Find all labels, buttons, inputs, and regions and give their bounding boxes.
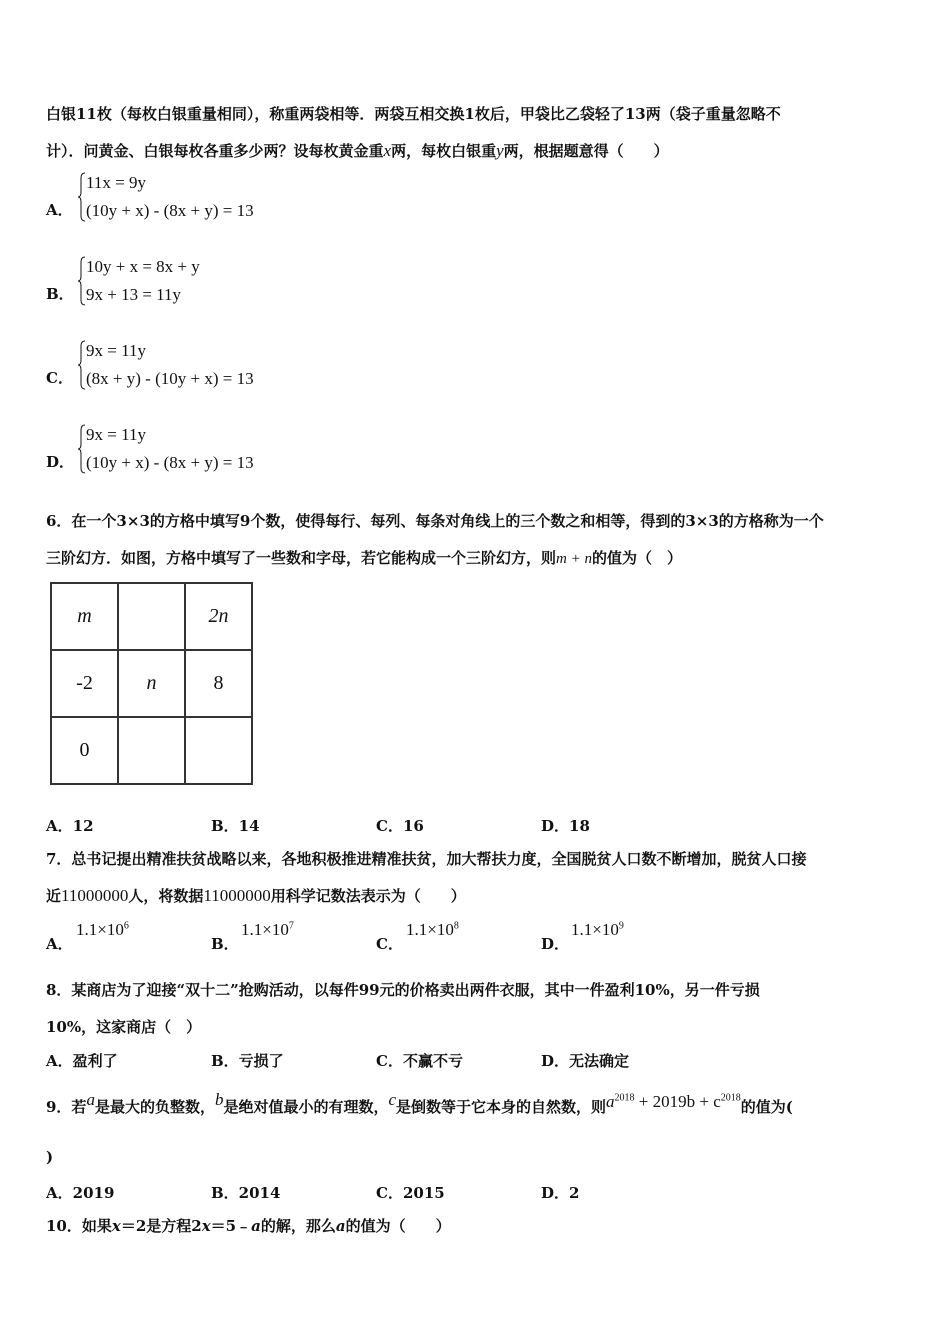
q5-stem-line1: 白银11枚（每枚白银重量相同），称重两袋相等．两袋互相交换1枚后，甲袋比乙袋轻了13两（袋子重量忽略不 <box>46 105 781 123</box>
q7-stem-text-a: 近 <box>46 887 62 905</box>
grid-cell <box>185 717 252 784</box>
q5-option-c-eq2: (8x + y) - (10y + x) = 13 <box>86 369 254 388</box>
magic-square-grid <box>50 582 253 785</box>
var-a: a <box>335 1217 346 1235</box>
q6-option-c[interactable]: C．16 <box>376 817 424 835</box>
q9-exp-2: 2018 <box>720 1092 741 1104</box>
q6-stem-text-a: 三阶幻方．如图，方格中填写了一些数和字母，若它能构成一个三阶幻方，则 <box>46 549 557 567</box>
q5-stem-text-c: 两，根据题意得（ ） <box>503 142 669 160</box>
q7-option-d-base: 1.1×10 <box>571 920 619 939</box>
q7-option-c-value <box>406 920 459 940</box>
q9-option-c[interactable]: C．2015 <box>376 1184 445 1202</box>
q8-option-a[interactable]: A．盈利了 <box>46 1052 118 1070</box>
q8-stem-line2: 10%，这家商店（ ） <box>46 1018 202 1036</box>
q9-text-3: 是倒数等于它本身的自然数，则 <box>396 1098 607 1116</box>
q9-expr-mid: + 2019b + c <box>634 1092 721 1111</box>
q7-option-c-exp: 8 <box>453 920 459 932</box>
q9-close-paren: ) <box>46 1148 54 1166</box>
q9-option-b[interactable]: B．2014 <box>211 1184 281 1202</box>
var-c: c <box>388 1090 397 1109</box>
var-b: b <box>214 1090 224 1109</box>
q9-option-d[interactable]: D．2 <box>541 1184 580 1202</box>
q9-stem-line1 <box>46 1090 793 1117</box>
q5-option-a-label[interactable]: A． <box>46 201 73 219</box>
q5-stem-line2 <box>46 140 669 161</box>
q5-option-b-eq2: 9x + 13 = 11y <box>86 285 182 304</box>
q7-option-b-value <box>241 920 294 940</box>
brace-icon <box>78 256 86 306</box>
q6-stem-text-b: 的值为（ ） <box>591 549 682 567</box>
q10-text-e: 的值为（ ） <box>345 1217 451 1235</box>
q9-text-1: 是最大的负整数， <box>94 1098 215 1116</box>
brace-icon <box>78 172 86 222</box>
q6-expr: m + n <box>556 551 592 567</box>
q5-stem-text-a: 计）．问黄金、白银每枚各重多少两？设每枚黄金重 <box>46 142 384 160</box>
q7-option-c-base: 1.1×10 <box>406 920 454 939</box>
q9-expression <box>606 1092 741 1111</box>
q7-option-a-value <box>76 920 129 940</box>
q7-number: 11000000 <box>203 886 271 905</box>
brace-icon <box>78 340 86 390</box>
var-x: x <box>111 1217 121 1235</box>
q6-option-b[interactable]: B．14 <box>211 817 260 835</box>
grid-cell: 8 <box>185 650 252 717</box>
q5-option-d-eq1: 9x = 11y <box>86 425 146 444</box>
q9-text-2: 是绝对值最小的有理数， <box>223 1098 389 1116</box>
var-y: y <box>496 141 504 160</box>
q10-stem <box>46 1215 451 1236</box>
q10-text-d: 的解，那么 <box>260 1217 336 1235</box>
q7-stem-text-b: 人，将数据 <box>128 887 204 905</box>
var-a: a <box>251 1217 261 1235</box>
grid-cell <box>118 717 185 784</box>
q8-stem-line1: 8．某商店为了迎接“双十二”抢购活动，以每件99元的价格卖出两件衣服，其中一件盈利10%，另一件亏损 <box>46 981 760 999</box>
q7-option-b-exp: 7 <box>288 920 294 932</box>
q9-exp-1: 2018 <box>614 1092 635 1104</box>
grid-cell: 0 <box>51 717 118 784</box>
q8-option-d[interactable]: D．无法确定 <box>541 1052 630 1070</box>
q7-stem-line1: 7．总书记提出精准扶贫战略以来，各地积极推进精准扶贫，加大帮扶力度，全国脱贫人口数不断增加，脱贫人口接 <box>46 850 807 868</box>
q6-stem-line2 <box>46 547 682 568</box>
q5-option-c-label[interactable]: C． <box>46 369 73 387</box>
q5-option-b-eq1: 10y + x = 8x + y <box>86 257 200 276</box>
q10-text-b: ＝2是方程2 <box>120 1217 202 1235</box>
q7-option-a-label[interactable]: A． <box>46 935 73 953</box>
var-a: a <box>86 1090 95 1109</box>
q7-option-a-base: 1.1×10 <box>76 920 124 939</box>
q7-number: 11000000 <box>61 886 129 905</box>
q5-option-a-eq1: 11x = 9y <box>86 173 146 192</box>
q10-text-a: 10．如果 <box>46 1217 112 1235</box>
q9-lead: 9．若 <box>46 1098 87 1116</box>
q9-text-4: 的值为( <box>740 1098 793 1116</box>
q10-text-c: ＝5﹣ <box>210 1217 252 1235</box>
q5-option-d-label[interactable]: D． <box>46 453 75 471</box>
q7-option-c-label[interactable]: C． <box>376 935 403 953</box>
q9-option-a[interactable]: A．2019 <box>46 1184 115 1202</box>
q8-option-b[interactable]: B．亏损了 <box>211 1052 284 1070</box>
q9-expr-a: a <box>606 1092 615 1111</box>
q7-option-b-base: 1.1×10 <box>241 920 289 939</box>
q5-option-a-eq2: (10y + x) - (8x + y) = 13 <box>86 201 254 220</box>
grid-cell: -2 <box>51 650 118 717</box>
q5-option-d-eq2: (10y + x) - (8x + y) = 13 <box>86 453 254 472</box>
q7-option-d-label[interactable]: D． <box>541 935 570 953</box>
grid-cell: n <box>118 650 185 717</box>
var-x: x <box>201 1217 211 1235</box>
q5-option-c-eq1: 9x = 11y <box>86 341 146 360</box>
q7-option-d-value <box>571 920 624 940</box>
var-x: x <box>383 141 392 160</box>
q6-option-d[interactable]: D．18 <box>541 817 590 835</box>
q7-stem-line2 <box>46 885 466 906</box>
q6-stem-line1: 6．在一个3×3的方格中填写9个数，使得每行、每列、每条对角线上的三个数之和相等，得到的3×3的方格称为一个 <box>46 512 824 530</box>
q7-stem-text-c: 用科学记数法表示为（ ） <box>270 887 466 905</box>
q7-option-a-exp: 6 <box>123 920 129 932</box>
q7-option-b-label[interactable]: B． <box>211 935 239 953</box>
grid-cell: 2n <box>185 583 252 650</box>
grid-cell: m <box>51 583 118 650</box>
q6-option-a[interactable]: A．12 <box>46 817 94 835</box>
grid-cell <box>118 583 185 650</box>
q5-stem-text-b: 两，每枚白银重 <box>391 142 497 160</box>
q8-option-c[interactable]: C．不赢不亏 <box>376 1052 463 1070</box>
q5-option-b-label[interactable]: B． <box>46 285 74 303</box>
brace-icon <box>78 424 86 474</box>
q7-option-d-exp: 9 <box>618 920 624 932</box>
